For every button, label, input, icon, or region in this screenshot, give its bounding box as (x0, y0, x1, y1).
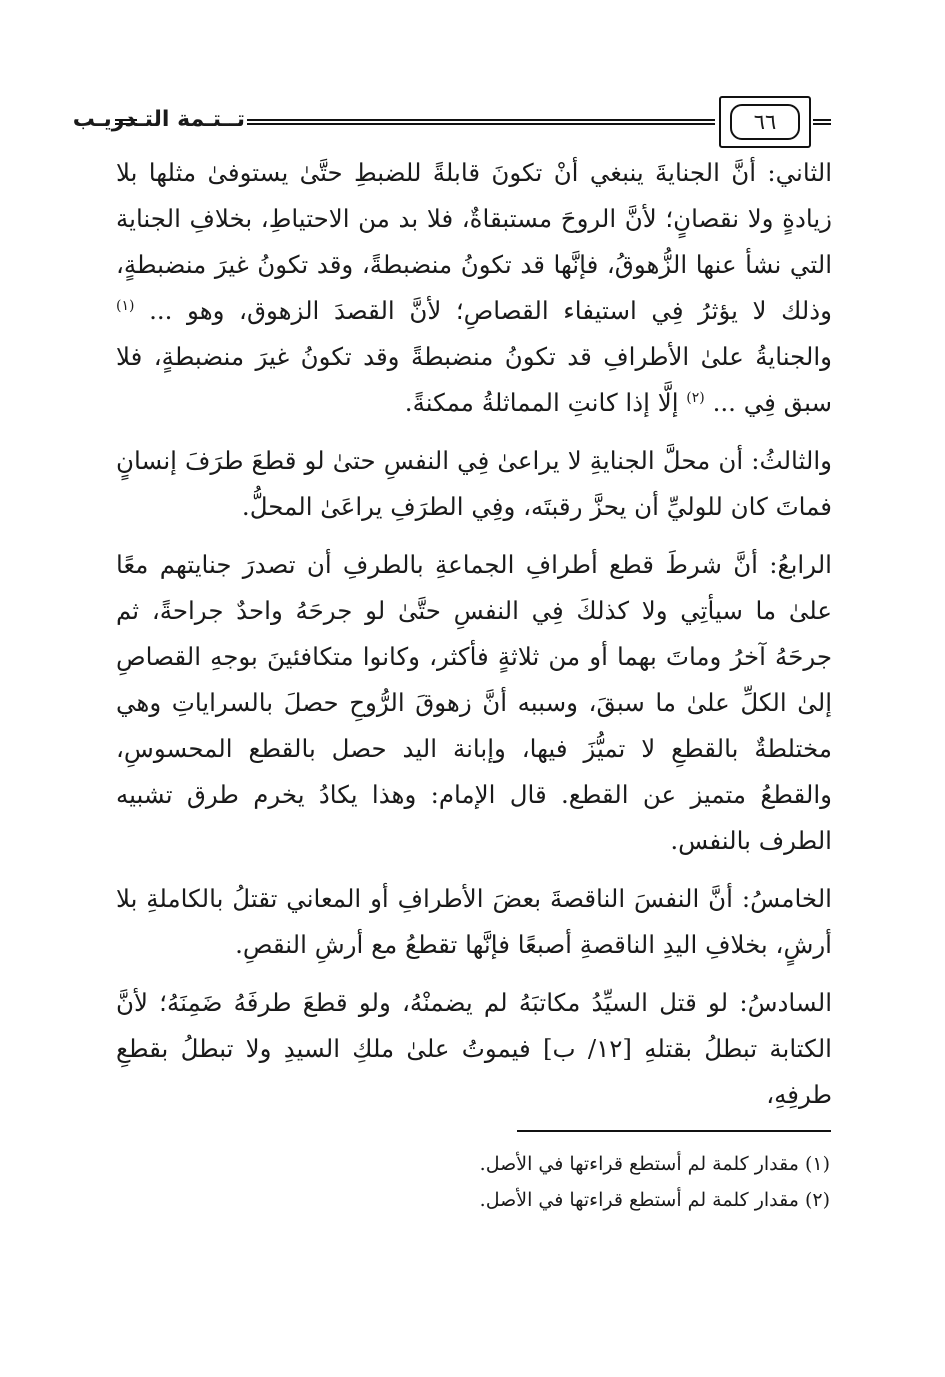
main-text (116, 150, 832, 1118)
header-rule-middle (247, 119, 715, 125)
footnote-2: (٢) مقدار كلمة لم أستطع قراءتها في الأصل. (479, 1189, 830, 1211)
paragraph-text: الثاني: أنَّ الجنايةَ ينبغي أنْ تكونَ قابلةً للضبطِ حتَّىٰ يستوفىٰ مثلها بلا زيادةٍ ولا نقصانٍ؛ لأنَّ الروحَ مستبقاةٌ، فلا بد من الاحتياطِ، بخلافِ الجناية التي نشأ عنها الزُّهوقُ، فإنَّها قد تكونُ منضبطةً، وقد تكونُ غيرَ منضبطةٍ، وذلك لا يؤثرُ فِي استيفاء القصاصِ؛ لأنَّ القصدَ الزهوق، وهو ... (116, 158, 832, 325)
running-header (72, 96, 831, 150)
header-title: تــتـمة التـدريـب (72, 107, 245, 132)
paragraph-text: والجنايةُ علىٰ الأطرافِ قد تكونُ منضبطةً وقد تكونُ غيرَ منضبطةٍ، فلا سبق فِي ... (116, 342, 832, 417)
footnote-ref-1: (١) (116, 297, 135, 314)
paragraph-third: والثالثُ: أن محلَّ الجنايةِ لا يراعىٰ فِي النفسِ حتىٰ لو قطعَ طرَفَ إنسانٍ فماتَ كان للوليِّ أن يحزَّ رقبتَه، وفِي الطرَفِ يراعَىٰ المحلُّ. (116, 446, 832, 521)
paragraph-fifth: الخامسُ: أنَّ النفسَ الناقصةَ بعضَ الأطرافِ أو المعاني تقتلُ بالكاملةِ بلا أرشٍ، بخلافِ اليدِ الناقصةِ أصبعًا فإنَّها تقطعُ مع أرشِ النقصِ. (116, 884, 832, 959)
paragraph-text: إلَّا إذا كانتِ المماثلةُ ممكنةً. (404, 388, 687, 417)
page-number: ٦٦ (730, 104, 800, 140)
footnote-ref-2: (٢) (686, 389, 705, 406)
paragraph-second (116, 150, 832, 426)
footnotes (116, 1146, 830, 1218)
page-number-frame (719, 96, 811, 148)
footnote-separator (517, 1130, 831, 1132)
paragraph-sixth: السادسُ: لو قتل السيِّدُ مكاتبَهُ لم يضمنْهُ، ولو قطعَ طرفَهُ ضَمِنَهُ؛ لأنَّ الكتابة تبطلُ بقتلهِ [١٢/ ب] فيموتُ علىٰ ملكِ السيدِ ولا تبطلُ بقطعِ طرفِهِ، (116, 988, 832, 1109)
paragraph-fourth: الرابعُ: أنَّ شرطَ قطع أطرافِ الجماعةِ بالطرفِ أن تصدرَ جنايتهم معًا علىٰ ما سيأتِي ولا كذلكَ فِي النفسِ حتَّىٰ لو جرحَهُ واحدٌ جراحةً، ثم جرحَهُ آخرُ وماتَ بهما أو من ثلاثةٍ فأكثر، وكانوا متكافئينَ بوجهِ القصاصِ إلىٰ الكلِّ علىٰ ما سبقَ، وسببه أنَّ زهوقَ الرُّوحِ حصلَ بالسراياتِ وهي مختلطةٌ بالقطعِ لا تميُّزَ فيها، وإبانة اليد حصل بالقطع المحسوسِ، والقطعُ متميز عن القطع. قال الإمام: وهذا يكادُ يخرم طرق تشبيه الطرف بالنفس. (116, 550, 832, 855)
footnote-1: (١) مقدار كلمة لم أستطع قراءتها في الأصل. (479, 1153, 830, 1175)
header-rule-right (813, 119, 831, 125)
